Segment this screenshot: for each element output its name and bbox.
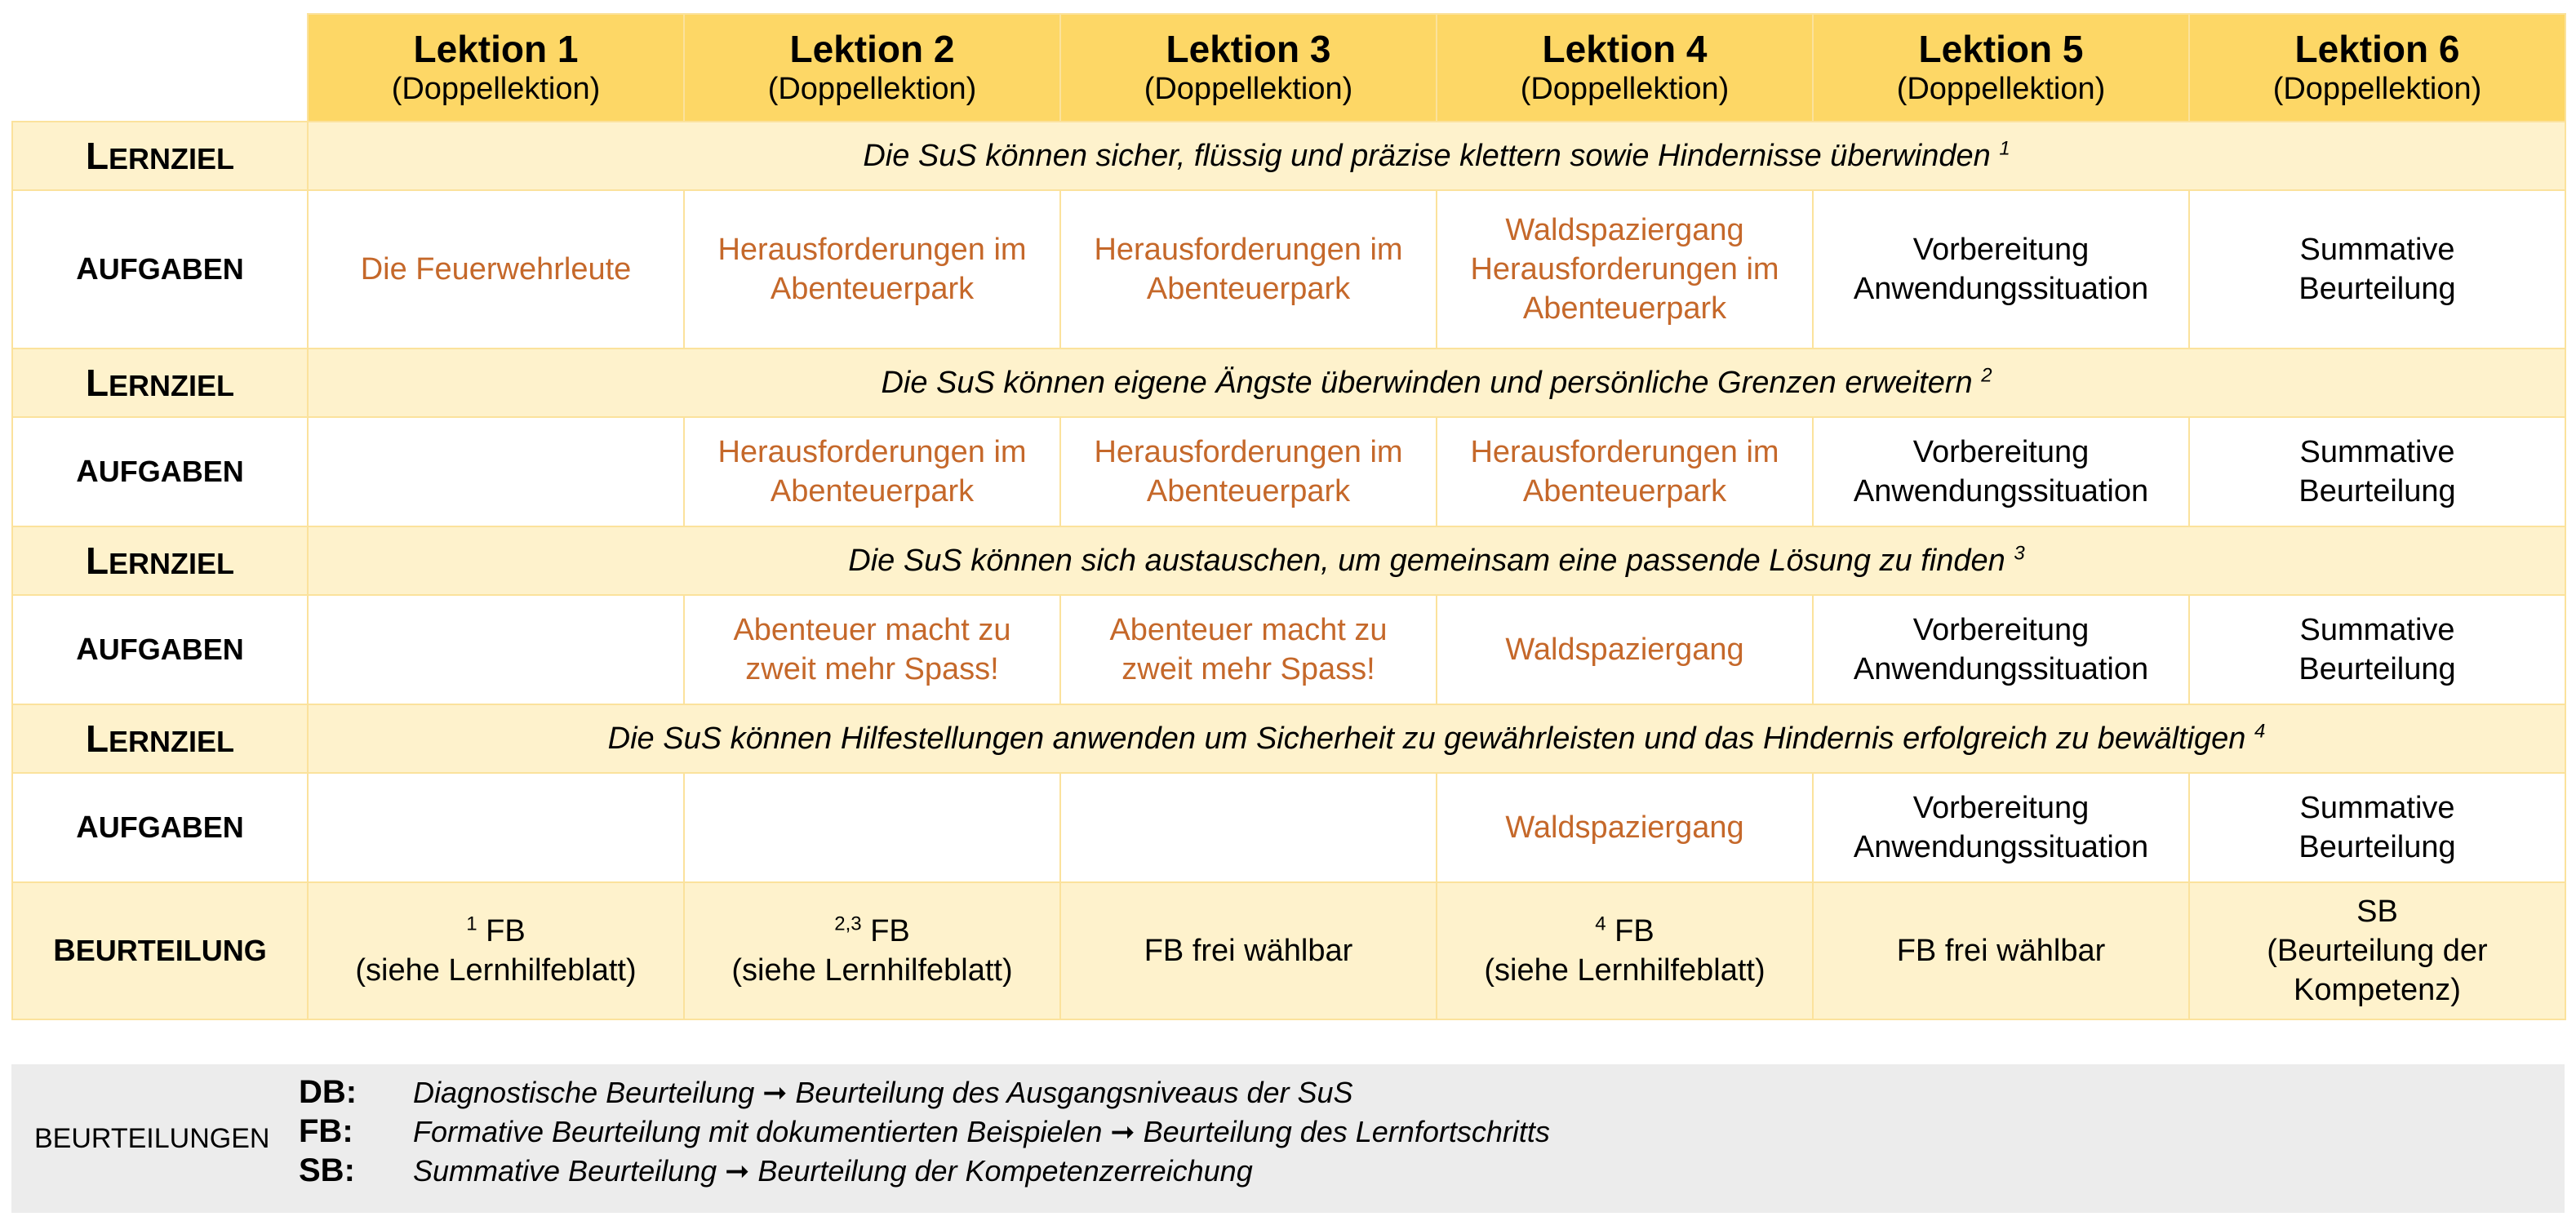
assessment-text: FB	[486, 914, 526, 948]
task-row	[12, 417, 2565, 526]
beurteilung-label	[12, 882, 308, 1019]
task-line: Abenteuerpark	[1522, 474, 1727, 508]
task-line: Vorbereitung	[1912, 613, 2090, 647]
legend-item	[299, 1112, 1550, 1151]
task-cell	[1437, 417, 1813, 526]
task-line: Summative	[2299, 791, 2455, 825]
aufgaben-label-smallcaps: UFGABEN	[98, 455, 244, 488]
lesson-subtitle: (Doppellektion)	[391, 72, 601, 106]
legend-item	[299, 1072, 1353, 1112]
task-line: Herausforderungen im	[1470, 435, 1779, 469]
legend-desc: Formative Beurteilung mit dokumentierten Beispielen ➞ Beurteilung des Lernfortschritts	[413, 1115, 1550, 1148]
assessment-legend	[11, 1064, 2565, 1213]
aufgaben-label	[12, 595, 308, 704]
task-cell	[2189, 190, 2565, 349]
task-line: Beurteilung	[2298, 652, 2456, 686]
assessment-text: FB	[1614, 914, 1654, 948]
aufgaben-label	[12, 417, 308, 526]
task-cell	[1813, 595, 2189, 704]
footnote-marker: 4	[2254, 719, 2266, 742]
lesson-subtitle: (Doppellektion)	[2272, 72, 2482, 106]
footnote-marker: 1	[1999, 136, 2010, 159]
task-line: Herausforderungen im	[1094, 233, 1403, 267]
task-line: zweit mehr Spass!	[1121, 652, 1375, 686]
task-line: Herausforderungen im	[717, 233, 1027, 267]
learning-goal-text: Die SuS können sicher, flüssig und präzise klettern sowie Hindernisse überwinden	[863, 138, 1991, 173]
header-corner	[12, 14, 308, 122]
task-line: Summative	[2299, 435, 2455, 469]
footnote-marker: 2,3	[834, 912, 862, 935]
assessment-text: (siehe Lernhilfeblatt)	[355, 953, 637, 988]
task-cell	[1060, 595, 1437, 704]
lernziel-label-initial: L	[85, 135, 109, 177]
task-line: Waldspaziergang	[1505, 633, 1744, 667]
legend-abbr: DB:	[299, 1074, 358, 1110]
assessment-text: FB frei wählbar	[1144, 934, 1353, 968]
task-line: Summative	[2299, 233, 2455, 267]
goal-row	[12, 349, 2565, 417]
legend-item	[299, 1151, 1253, 1190]
task-line: zweit mehr Spass!	[745, 652, 999, 686]
lernziel-label-initial: L	[85, 539, 109, 582]
task-line: Die Feuerwehrleute	[360, 252, 632, 286]
header-lesson	[2189, 14, 2565, 122]
lernziel-label	[12, 704, 308, 773]
lernziel-label	[12, 526, 308, 595]
learning-goal	[308, 526, 2565, 595]
lesson-plan-table	[11, 13, 2566, 1020]
lernziel-label	[12, 122, 308, 190]
task-line: Abenteuerpark	[1146, 272, 1351, 306]
footnote-marker: 3	[2014, 541, 2025, 564]
task-line: Abenteuerpark	[1522, 291, 1727, 326]
header-lesson	[684, 14, 1060, 122]
task-line: Abenteuer macht zu	[733, 613, 1011, 647]
task-line: Beurteilung	[2298, 474, 2456, 508]
task-line: Waldspaziergang	[1505, 213, 1744, 247]
lesson-title: Lektion 5	[1918, 28, 2084, 70]
task-cell	[308, 773, 684, 882]
task-line: Vorbereitung	[1912, 791, 2090, 825]
task-row	[12, 595, 2565, 704]
assessment-line	[685, 912, 1059, 951]
header-row	[12, 14, 2565, 122]
task-cell	[1813, 417, 2189, 526]
legend-abbr: SB:	[299, 1152, 355, 1188]
assessment-line	[1061, 931, 1436, 970]
learning-goal	[308, 349, 2565, 417]
lesson-title: Lektion 1	[413, 28, 579, 70]
task-line: Waldspaziergang	[1505, 810, 1744, 845]
task-cell	[684, 773, 1060, 882]
task-cell	[1437, 595, 1813, 704]
aufgaben-label-initial: A	[76, 455, 99, 489]
task-line: Vorbereitung	[1912, 435, 2090, 469]
task-cell	[1813, 773, 2189, 882]
assessment-line	[1814, 931, 2188, 970]
assessment-cell	[1813, 882, 2189, 1019]
task-cell	[2189, 595, 2565, 704]
goal-row	[12, 526, 2565, 595]
legend-abbr: FB:	[299, 1113, 353, 1149]
assessment-cell	[684, 882, 1060, 1019]
lernziel-label-smallcaps: ERNZIEL	[109, 547, 235, 580]
assessment-line	[309, 912, 683, 951]
lesson-subtitle: (Doppellektion)	[1896, 72, 2106, 106]
header-lesson	[1060, 14, 1437, 122]
assessment-line	[2190, 970, 2565, 1010]
task-cell	[684, 190, 1060, 349]
lesson-title: Lektion 6	[2294, 28, 2460, 70]
lernziel-label-initial: L	[85, 717, 109, 760]
task-line: Vorbereitung	[1912, 233, 2090, 267]
footnote-marker: 2	[1981, 363, 1992, 386]
lesson-title: Lektion 2	[789, 28, 955, 70]
lesson-subtitle: (Doppellektion)	[767, 72, 977, 106]
header-lesson	[1437, 14, 1813, 122]
task-cell	[1060, 190, 1437, 349]
lesson-subtitle: (Doppellektion)	[1520, 72, 1730, 106]
assessment-text: SB	[2356, 895, 2398, 929]
task-cell	[1437, 190, 1813, 349]
legend-title: BEURTEILUNGEN	[34, 1123, 270, 1154]
task-cell	[684, 595, 1060, 704]
assessment-line	[1437, 912, 1812, 951]
task-line: Abenteuerpark	[1146, 474, 1351, 508]
assessment-line	[2190, 931, 2565, 970]
learning-goal	[308, 704, 2565, 773]
aufgaben-label-initial: A	[76, 633, 99, 667]
footnote-marker: 1	[466, 912, 477, 935]
task-cell	[2189, 417, 2565, 526]
aufgaben-label-smallcaps: UFGABEN	[98, 810, 244, 844]
lesson-title: Lektion 3	[1166, 28, 1331, 70]
task-row	[12, 773, 2565, 882]
assessment-cell	[308, 882, 684, 1019]
assessment-text: (siehe Lernhilfeblatt)	[1484, 953, 1765, 988]
lernziel-label-smallcaps: ERNZIEL	[109, 142, 235, 175]
assessment-text: FB	[870, 914, 910, 948]
task-line: Beurteilung	[2298, 830, 2456, 864]
aufgaben-label	[12, 773, 308, 882]
task-line: Anwendungssituation	[1853, 652, 2149, 686]
beurteilung-label-smallcaps: EURTEILUNG	[75, 934, 267, 967]
task-cell	[1437, 773, 1813, 882]
task-cell	[684, 417, 1060, 526]
assessment-cell	[1437, 882, 1813, 1019]
assessment-text: (Beurteilung der	[2267, 934, 2488, 968]
lesson-title: Lektion 4	[1542, 28, 1708, 70]
plan-body	[12, 122, 2565, 1019]
task-cell	[1060, 773, 1437, 882]
task-line: Abenteuerpark	[770, 272, 975, 306]
aufgaben-label-initial: A	[76, 810, 99, 845]
task-row	[12, 190, 2565, 349]
assessment-text: Kompetenz)	[2294, 973, 2461, 1007]
lernziel-label-smallcaps: ERNZIEL	[109, 725, 235, 758]
lernziel-label-initial: L	[85, 362, 109, 404]
learning-goal-text: Die SuS können sich austauschen, um gemeinsam eine passende Lösung zu finden	[848, 543, 2005, 578]
task-cell	[308, 190, 684, 349]
task-line: Herausforderungen im	[1094, 435, 1403, 469]
assessment-row	[12, 882, 2565, 1019]
aufgaben-label-smallcaps: UFGABEN	[98, 252, 244, 286]
goal-row	[12, 704, 2565, 773]
task-cell	[308, 417, 684, 526]
task-line: Herausforderungen im	[717, 435, 1027, 469]
header-lesson	[308, 14, 684, 122]
learning-goal-text: Die SuS können Hilfestellungen anwenden um Sicherheit zu gewährleisten und das Hindernis erfolgreich zu bewältigen	[607, 721, 2246, 756]
task-cell	[2189, 773, 2565, 882]
task-line: Abenteuerpark	[770, 474, 975, 508]
aufgaben-label-smallcaps: UFGABEN	[98, 633, 244, 666]
lernziel-label	[12, 349, 308, 417]
task-line: Summative	[2299, 613, 2455, 647]
task-line: Abenteuer macht zu	[1109, 613, 1388, 647]
legend-desc: Summative Beurteilung ➞ Beurteilung der Kompetenzerreichung	[413, 1154, 1253, 1188]
legend-desc: Diagnostische Beurteilung ➞ Beurteilung des Ausgangsniveaus der SuS	[413, 1076, 1353, 1109]
assessment-cell	[1060, 882, 1437, 1019]
header-lesson	[1813, 14, 2189, 122]
lesson-subtitle: (Doppellektion)	[1144, 72, 1353, 106]
task-line: Anwendungssituation	[1853, 474, 2149, 508]
learning-goal-text: Die SuS können eigene Ängste überwinden und persönliche Grenzen erweitern	[881, 365, 1973, 400]
aufgaben-label-initial: A	[76, 252, 99, 286]
assessment-text: FB frei wählbar	[1896, 934, 2106, 968]
assessment-line	[685, 951, 1059, 990]
aufgaben-label	[12, 190, 308, 349]
beurteilung-label-initial: B	[53, 934, 76, 968]
goal-row	[12, 122, 2565, 190]
assessment-line	[2190, 892, 2565, 931]
task-line: Beurteilung	[2298, 272, 2456, 306]
lernziel-label-smallcaps: ERNZIEL	[109, 369, 235, 402]
assessment-cell	[2189, 882, 2565, 1019]
task-cell	[308, 595, 684, 704]
learning-goal	[308, 122, 2565, 190]
assessment-line	[309, 951, 683, 990]
assessment-text: (siehe Lernhilfeblatt)	[731, 953, 1013, 988]
task-cell	[1060, 417, 1437, 526]
assessment-line	[1437, 951, 1812, 990]
task-cell	[1813, 190, 2189, 349]
task-line: Anwendungssituation	[1853, 830, 2149, 864]
footnote-marker: 4	[1595, 912, 1606, 935]
task-line: Anwendungssituation	[1853, 272, 2149, 306]
task-line: Herausforderungen im	[1470, 252, 1779, 286]
